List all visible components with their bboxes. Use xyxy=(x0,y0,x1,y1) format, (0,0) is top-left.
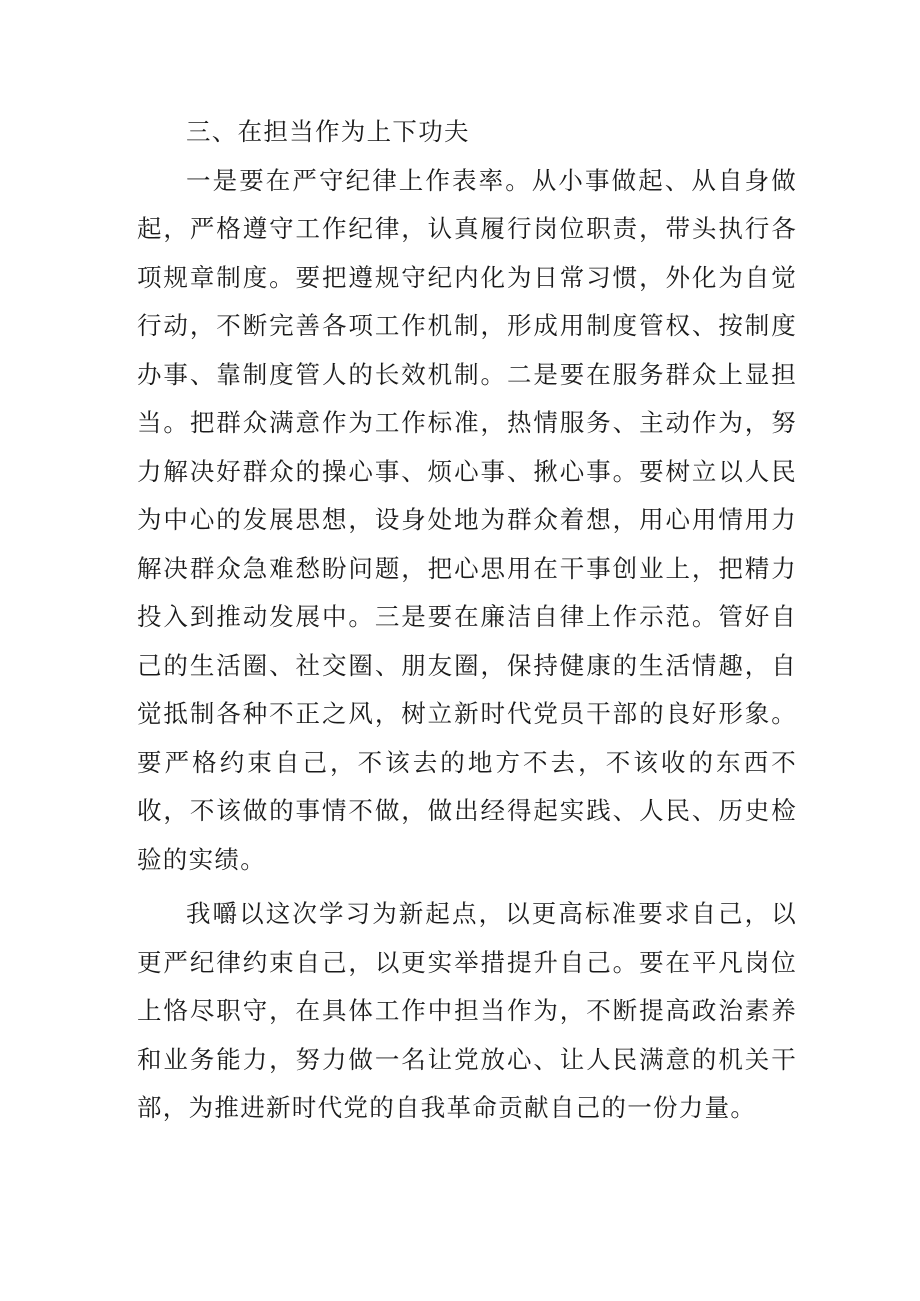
body-paragraph-discipline-service-integrity: 一是要在严守纪律上作表率。从小事做起、从自身做起，严格遵守工作纪律，认真履行岗位职责，带头执行各项规章制度。要把遵规守纪内化为日常习惯，外化为自觉行动，不断完善各项工作机制，形成用制度管权、按制度办事、靠制度管人的长效机制。二是要在服务群众上显担当。把群众满意作为工作标准，热情服务、主动作为，努力解决好群众的操心事、烦心事、揪心事。要树立以人民为中心的发展思想，设身处地为群众着想，用心用情用力解决群众急难愁盼问题，把心思用在干事创业上，把精力投入到推动发展中。三是要在廉洁自律上作示范。管好自己的生活圈、社交圈、朋友圈，保持健康的生活情趣，自觉抵制各种不正之风，树立新时代党员干部的良好形象。要严格约束自己，不该去的地方不去，不该收的东西不收，不该做的事情不做，做出经得起实践、人民、历史检验的实绩。 xyxy=(137,165,797,874)
body-paragraph-conclusion: 我嚼以这次学习为新起点，以更高标准要求自己，以更严纪律约束自己，以更实举措提升自己。要在平凡岗位上恪尽职守，在具体工作中担当作为，不断提高政治素养和业务能力，努力做一名让党放心、让人民满意的机关干部，为推进新时代党的自我革命贡献自己的一份力量。 xyxy=(137,899,797,1122)
document-page xyxy=(137,108,797,1133)
section-heading: 三、在担当作为上下功夫 xyxy=(186,117,470,146)
